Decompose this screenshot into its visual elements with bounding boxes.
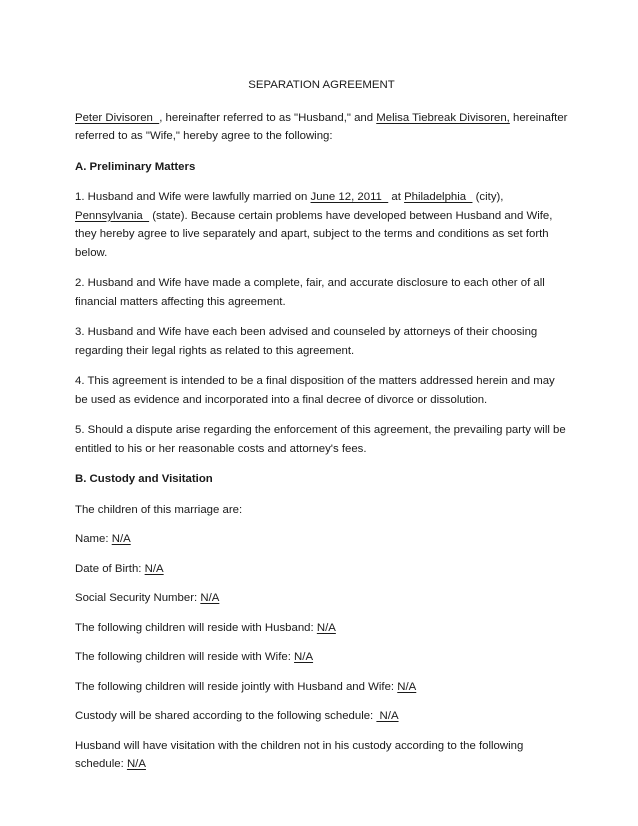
field-label: Custody will be shared according to the following schedule: <box>75 710 377 722</box>
husband-name: Peter Divisoren <box>75 111 160 124</box>
intro-paragraph <box>75 109 568 146</box>
field-label: Name: <box>75 533 112 545</box>
field-value: N/A <box>376 710 399 722</box>
field-custody-schedule <box>75 707 568 726</box>
field-label: Date of Birth: <box>75 562 145 575</box>
field-value: N/A <box>144 562 164 575</box>
section-b-heading: B. Custody and Visitation <box>75 473 213 485</box>
section-a-paragraph-3: 3. Husband and Wife have each been advised and counseled by attorneys of their choosing regarding their legal rights as related to this agreement. <box>75 326 538 357</box>
section-a-paragraph-5: 5. Should a dispute arise regarding the enforcement of this agreement, the prevailing party will be entitled to his or her reasonable costs and attorney's fees. <box>75 424 566 455</box>
field-label: Social Security Number: <box>75 592 201 604</box>
field-label: The following children will reside with Wife: <box>75 651 295 663</box>
marriage-date: June 12, 2011 <box>310 191 389 203</box>
field-visitation-schedule <box>75 737 568 774</box>
marriage-state: Pennsylvania <box>75 209 150 222</box>
section-a-paragraph-2: 2. Husband and Wife have made a complete, fair, and accurate disclosure to each other of all financial matters affecting this agreement. <box>75 277 545 308</box>
p1-text-3: (city), <box>472 191 504 203</box>
children-intro: The children of this marriage are: <box>75 503 243 516</box>
field-social-security-number <box>75 589 568 608</box>
document-title: SEPARATION AGREEMENT <box>248 79 395 91</box>
p1-text-2: at <box>388 191 405 203</box>
field-label: The following children will reside jointly with Husband and Wife: <box>75 680 398 693</box>
field-reside-with-wife <box>75 648 568 667</box>
intro-text-1: , hereinafter referred to as "Husband," and <box>159 111 377 124</box>
section-a-heading: A. Preliminary Matters <box>75 160 196 173</box>
field-value: N/A <box>111 533 131 545</box>
intro-text-2: hereinafter referred to as "Wife," hereby agree to the following: <box>75 111 568 142</box>
field-reside-jointly <box>75 678 568 697</box>
field-value: N/A <box>200 592 220 604</box>
p1-text-1: 1. Husband and Wife were lawfully married on <box>75 191 311 203</box>
p1-text-4: (state). Because certain problems have developed between Husband and Wife, they hereby agree to live separately and apart, subject to the terms and conditions as set forth below. <box>75 209 553 259</box>
section-a-paragraph-1 <box>75 188 568 262</box>
field-value: N/A <box>316 621 336 634</box>
field-label: The following children will reside with Husband: <box>75 621 317 634</box>
wife-name: Melisa Tiebreak Divisoren, <box>376 111 510 124</box>
marriage-city: Philadelphia <box>404 191 473 203</box>
field-value: N/A <box>294 651 314 663</box>
field-value: N/A <box>126 758 146 770</box>
field-value: N/A <box>397 680 417 693</box>
field-reside-with-husband <box>75 619 568 638</box>
field-date-of-birth <box>75 560 568 579</box>
field-child-name <box>75 530 568 549</box>
section-a-paragraph-4: 4. This agreement is intended to be a final disposition of the matters addressed herein and may be used as evidence and incorporated into a final decree of divorce or dissolution. <box>75 375 555 406</box>
field-label: Husband will have visitation with the children not in his custody according to the following schedule: <box>75 739 524 770</box>
